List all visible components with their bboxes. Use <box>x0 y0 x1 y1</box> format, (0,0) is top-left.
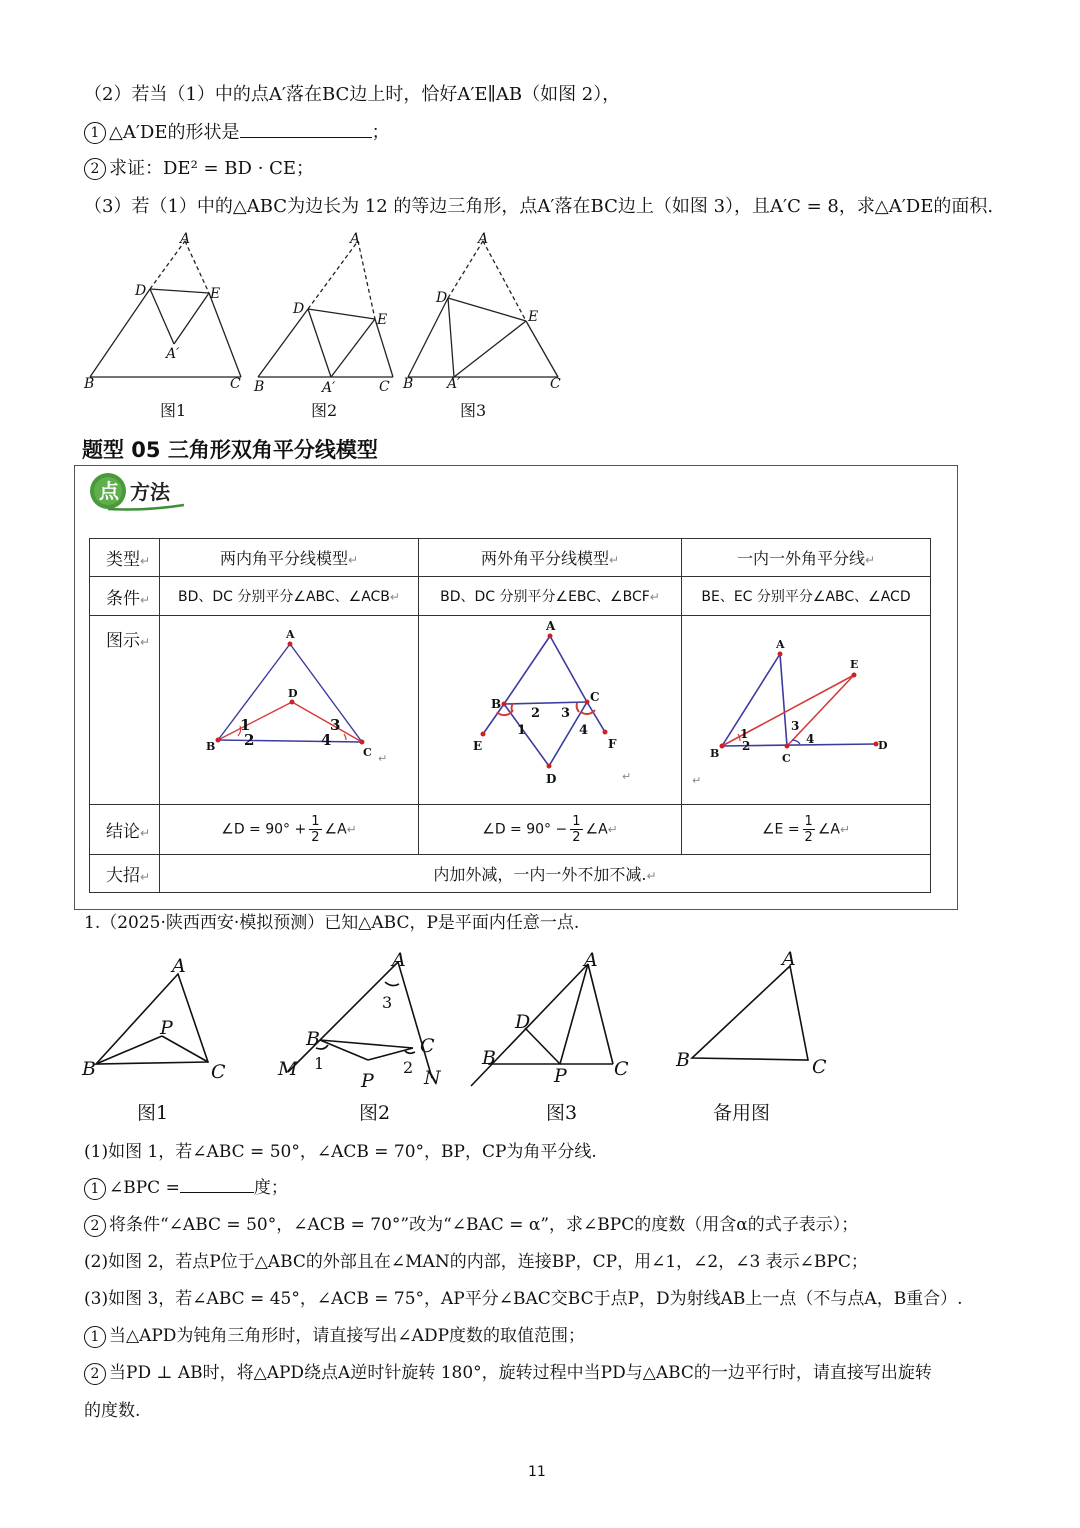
q2-part2-text: 求证：DE² = BD · CE； <box>109 158 315 179</box>
svg-text:A′: A′ <box>447 376 461 392</box>
bisector-model-table <box>89 538 931 893</box>
svg-text:4: 4 <box>321 731 332 749</box>
part1-1-tail: 度； <box>253 1178 288 1198</box>
part3-2-text: 当PD ⊥ AB时，将△APD绕点A逆时针旋转 180°，旋转过程中当PD与△ABC的一边平行时，请直接写出旋转 <box>109 1363 932 1383</box>
svg-text:A: A <box>172 955 186 977</box>
circled-number: 1 <box>84 1178 106 1200</box>
row-label: 图示↵ <box>90 616 160 805</box>
svg-text:E: E <box>377 312 388 328</box>
svg-text:D: D <box>293 301 305 317</box>
page-number: 11 <box>528 1464 546 1480</box>
svg-text:3: 3 <box>561 706 571 721</box>
part3-1 <box>84 1324 585 1348</box>
row-label: 大招↵ <box>90 855 160 893</box>
answer-blank <box>180 1192 254 1193</box>
condition-cell: BD、DC 分别平分∠ABC、∠ACB↵ <box>160 577 419 616</box>
svg-text:N: N <box>424 1067 441 1088</box>
svg-text:D: D <box>546 772 557 786</box>
svg-text:4: 4 <box>579 723 589 738</box>
svg-text:A′: A′ <box>166 346 180 362</box>
svg-text:E: E <box>473 739 483 753</box>
part1-2 <box>84 1213 858 1237</box>
svg-text:F: F <box>608 737 617 751</box>
q2-part2 <box>84 157 314 181</box>
circled-number: 2 <box>84 158 106 180</box>
conclusion-cell: ∠D = 90° + $\frac{1}{2}$ ∠A↵ <box>160 805 419 855</box>
part1-2-text: 将条件“∠ABC = 50°，∠ACB = 70°”改为“∠BAC = α”，求∠BPC的度数（用含α的式子表示）； <box>109 1215 859 1235</box>
circled-number: 1 <box>84 122 106 144</box>
q3-text: （3）若（1）中的△ABC为边长为 12 的等边三角形，点A′落在BC边上（如图 3），且A′C = 8，求△A′DE的面积. <box>84 196 994 217</box>
svg-text:B: B <box>403 376 414 392</box>
two-interior-bisector-diagram <box>160 616 418 800</box>
figure-caption: 备用图 <box>713 1102 771 1124</box>
svg-text:B: B <box>482 1047 496 1069</box>
figure-caption: 图1 <box>160 401 187 420</box>
problem-figures <box>78 948 838 1088</box>
conclusion-cell: ∠D = 90° − $\frac{1}{2}$ ∠A↵ <box>419 805 682 855</box>
part2: (2)如图 2，若点P位于△ABC的外部且在∠MAN的内部，连接BP，CP，用∠1，∠2，∠3 表示∠BPC； <box>84 1252 868 1272</box>
part3: (3)如图 3，若∠ABC = 45°，∠ACB = 75°，AP平分∠BAC交BC于点P，D为射线AB上一点（不与点A，B重合）. <box>84 1289 963 1309</box>
circled-number: 2 <box>84 1215 106 1237</box>
svg-text:C: C <box>614 1058 629 1080</box>
diagram-cell <box>419 616 682 805</box>
svg-text:B: B <box>254 379 265 395</box>
svg-text:B: B <box>82 1058 96 1080</box>
svg-text:↵: ↵ <box>622 770 632 783</box>
svg-text:1: 1 <box>517 723 527 738</box>
svg-text:P: P <box>554 1065 567 1087</box>
type-cell: 一内一外角平分线↵ <box>682 539 931 577</box>
svg-text:A: A <box>350 231 361 247</box>
svg-text:B: B <box>206 740 216 753</box>
triangle-figures-top <box>80 228 580 398</box>
svg-text:E: E <box>850 658 859 671</box>
svg-text:1: 1 <box>740 727 749 741</box>
row-label: 条件↵ <box>90 577 160 616</box>
conclusion-cell: ∠E = $\frac{1}{2}$ ∠A↵ <box>682 805 931 855</box>
svg-text:3: 3 <box>382 993 393 1012</box>
svg-text:C: C <box>812 1056 827 1078</box>
svg-text:C: C <box>211 1061 226 1083</box>
svg-text:B: B <box>676 1049 690 1071</box>
svg-text:A: A <box>286 628 295 641</box>
q2-intro: （2）若当（1）中的点A′落在BC边上时，恰好A′E∥AB（如图 2）， <box>84 84 621 105</box>
answer-blank <box>240 137 372 138</box>
svg-text:D: D <box>515 1011 531 1033</box>
svg-text:A: A <box>782 948 796 970</box>
svg-text:A: A <box>546 619 556 633</box>
part3-2 <box>84 1361 932 1385</box>
diagram-cell <box>160 616 419 805</box>
svg-text:C: C <box>420 1035 435 1057</box>
svg-text:C: C <box>230 376 241 392</box>
svg-text:A′: A′ <box>322 380 336 396</box>
svg-text:A: A <box>584 949 598 971</box>
svg-text:C: C <box>550 376 561 392</box>
svg-text:2: 2 <box>403 1058 414 1077</box>
two-exterior-bisector-diagram <box>419 616 681 800</box>
q2-part1-text: △A′DE的形状是 <box>109 122 240 143</box>
svg-text:↵: ↵ <box>692 774 702 787</box>
svg-text:C: C <box>379 379 390 395</box>
svg-text:1: 1 <box>240 716 251 734</box>
svg-text:2: 2 <box>531 706 541 721</box>
svg-text:D: D <box>878 739 888 752</box>
svg-text:3: 3 <box>330 716 341 734</box>
svg-text:B: B <box>491 697 502 711</box>
interior-exterior-bisector-diagram <box>682 616 930 800</box>
svg-text:3: 3 <box>791 719 800 733</box>
row-label: 类型↵ <box>90 539 160 577</box>
figure-caption: 图3 <box>460 401 487 420</box>
svg-text:2: 2 <box>244 731 255 749</box>
svg-text:B: B <box>306 1028 320 1050</box>
part1-1-text: ∠BPC = <box>109 1178 180 1198</box>
svg-text:C: C <box>782 752 791 765</box>
svg-text:E: E <box>210 286 221 302</box>
q2-part1-tail: ； <box>371 122 390 143</box>
badge-text: 方法 <box>130 480 170 504</box>
figure-caption: 图2 <box>311 401 338 420</box>
type-cell: 两内角平分线模型↵ <box>160 539 419 577</box>
svg-text:↵: ↵ <box>378 752 388 765</box>
svg-text:P: P <box>160 1017 173 1039</box>
q2-part1 <box>84 121 390 145</box>
svg-text:2: 2 <box>742 739 751 753</box>
svg-text:A: A <box>180 231 191 247</box>
svg-text:A: A <box>776 638 785 651</box>
trick-cell: 内加外减，一内一外不加不减.↵ <box>160 855 931 893</box>
problem-intro: 1.（2025·陕西西安·模拟预测）已知△ABC，P是平面内任意一点. <box>84 913 580 933</box>
svg-text:4: 4 <box>806 732 815 746</box>
svg-text:1: 1 <box>314 1054 325 1073</box>
svg-text:C: C <box>363 746 372 759</box>
type-cell: 两外角平分线模型↵ <box>419 539 682 577</box>
condition-cell: BE、EC 分别平分∠ABC、∠ACD <box>682 577 931 616</box>
circled-number: 2 <box>84 1363 106 1385</box>
badge-dot: 点 <box>99 479 119 503</box>
figure-caption: 图1 <box>137 1102 169 1124</box>
figure-caption: 图3 <box>546 1102 578 1124</box>
svg-text:C: C <box>590 690 600 704</box>
svg-text:B: B <box>84 376 95 392</box>
diagram-cell <box>682 616 931 805</box>
svg-text:A: A <box>392 949 406 971</box>
svg-text:D: D <box>288 687 298 700</box>
part1-1 <box>84 1176 288 1200</box>
svg-text:E: E <box>528 309 539 325</box>
part3-1-text: 当△APD为钝角三角形时，请直接写出∠ADP度数的取值范围； <box>109 1326 586 1346</box>
svg-text:D: D <box>135 283 147 299</box>
row-label: 结论↵ <box>90 805 160 855</box>
svg-text:M: M <box>278 1058 298 1080</box>
part3-2-cont: 的度数. <box>84 1401 141 1421</box>
part1: (1)如图 1，若∠ABC = 50°，∠ACB = 70°，BP，CP为角平分线. <box>84 1142 597 1162</box>
svg-text:A: A <box>478 231 489 247</box>
circled-number: 1 <box>84 1326 106 1348</box>
section-title: 题型 05 三角形双角平分线模型 <box>82 438 378 462</box>
figure-caption: 图2 <box>359 1102 391 1124</box>
svg-text:P: P <box>361 1070 374 1088</box>
method-badge-icon <box>86 471 188 513</box>
svg-text:D: D <box>436 290 448 306</box>
svg-text:B: B <box>710 747 720 760</box>
condition-cell: BD、DC 分别平分∠EBC、∠BCF↵ <box>419 577 682 616</box>
